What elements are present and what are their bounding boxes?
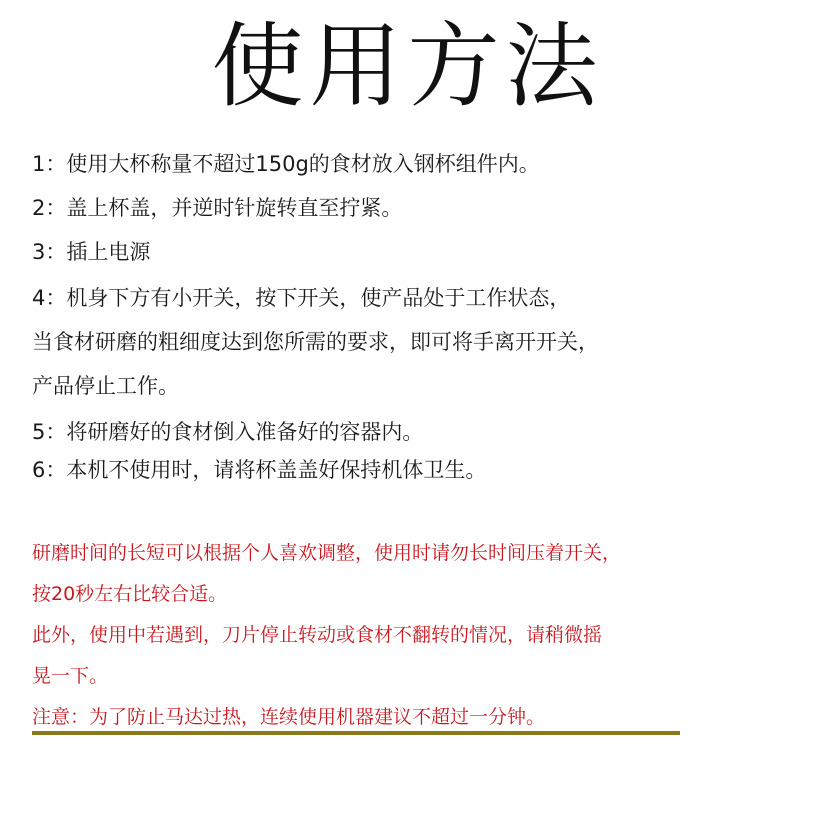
warning-underline	[32, 731, 680, 735]
step-4-continuation-1: 当食材研磨的粗细度达到您所需的要求，即可将手离开开关，	[32, 330, 599, 354]
note-blade-stop-continued: 晃一下。	[32, 665, 109, 687]
step-4-continuation-2: 产品停止工作。	[32, 374, 179, 398]
note-grinding-time-continued: 按20秒左右比较合适。	[32, 583, 228, 605]
step-6-text: 6：本机不使用时，请将杯盖盖好保持机体卫生。	[32, 458, 487, 482]
page-title: 使用方法	[211, 13, 604, 120]
note-blade-stop: 此外，使用中若遇到，刀片停止转动或食材不翻转的情况，请稍微摇	[32, 624, 603, 646]
note-grinding-time: 研磨时间的长短可以根据个人喜欢调整，使用时请勿长时间压着开关，	[32, 542, 622, 564]
step-1-text: 1：使用大杯称量不超过150g的食材放入钢杯组件内。	[32, 152, 540, 176]
step-4-text: 4：机身下方有小开关，按下开关，使产品处于工作状态，	[32, 286, 571, 310]
step-3-text: 3：插上电源	[32, 240, 151, 264]
step-2-text: 2：盖上杯盖，并逆时针旋转直至拧紧。	[32, 196, 403, 220]
note-motor-warning: 注意：为了防止马达过热，连续使用机器建议不超过一分钟。	[32, 706, 546, 728]
step-5-text: 5：将研磨好的食材倒入准备好的容器内。	[32, 420, 424, 444]
